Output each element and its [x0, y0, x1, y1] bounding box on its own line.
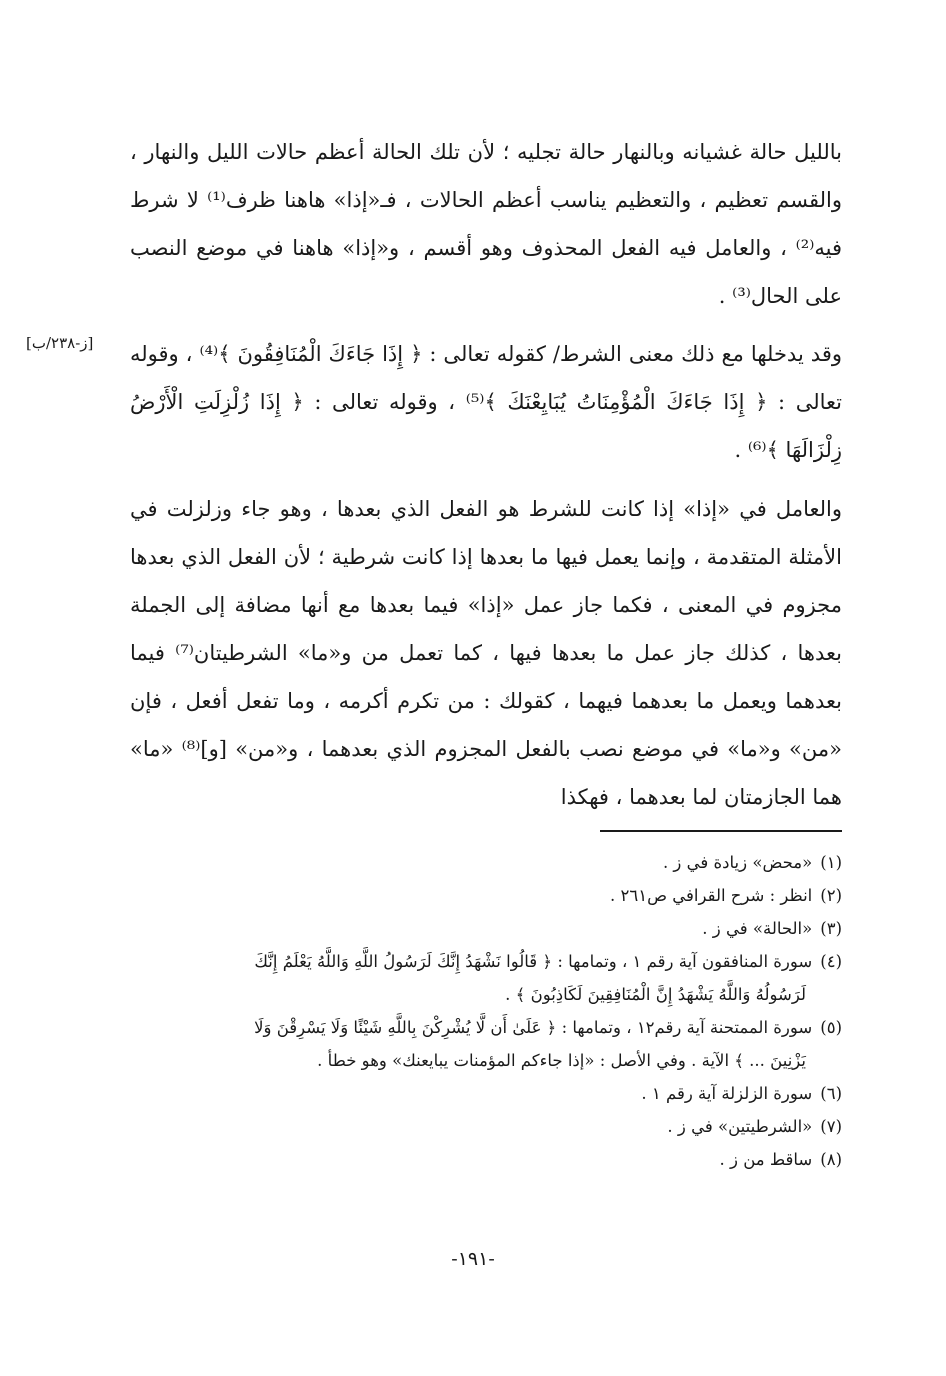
footnote-text: سورة الممتحنة آية رقم١٢ ، وتمامها : ﴿ عَلَىٰ أَن لَّا يُشْرِكْنَ بِاللَّهِ شَيْئًا وَلَا يَسْرِقْنَ وَلَا: [254, 1018, 813, 1037]
footnote-7: [130, 1110, 842, 1143]
footnote-text: سورة الزلزلة آية رقم ١ .: [641, 1084, 813, 1103]
footnotes: [130, 846, 842, 1176]
footnote-2: [130, 879, 842, 912]
footnote-text: «الشرطيتين» في ز .: [667, 1117, 813, 1136]
footnote-number: (٤): [820, 952, 842, 971]
footnote-text: ساقط من ز .: [719, 1150, 813, 1169]
footnote-number: (٣): [820, 919, 842, 938]
footnote-text: «محض» زيادة في ز .: [662, 853, 813, 872]
page-number: -١٩١-: [451, 1248, 495, 1270]
footnote-number: (١): [820, 853, 842, 872]
footnote-8: [130, 1143, 842, 1176]
footnote-continuation: يَزْنِينَ ... ﴾ الآية . وفي الأصل : «إذا جاءكم المؤمنات يبايعنك» وهو خطأ .: [317, 1051, 806, 1070]
footnote-number: (٥): [820, 1018, 842, 1037]
footnote-separator: [600, 830, 842, 832]
footnote-number: (٢): [820, 886, 842, 905]
footnote-number: (٦): [820, 1084, 842, 1103]
paragraph-3: والعامل في «إذا» إذا كانت للشرط هو الفعل الذي بعدها ، وهو جاء وزلزلت في الأمثلة المتقدمة ، وإنما يعمل فيها ما بعدها إذا كانت شرطية ؛ لأن الفعل الذي بعدها مجزوم في المعنى ، فكما جاز عمل «إذا» فيما بعدها مع أنها مضافة إلى الجملة بعدها ، كذلك جاز عمل ما بعدها فيها ، كما تعمل من و«ما» الشرطيتان⁽⁷⁾ فيما بعدهما ويعمل ما بعدهما فيهما ، كقولك : من تكرم أكرمه ، وما تفعل أفعل ، فإن «من» و«ما» في موضع نصب بالفعل المجزوم الذي بعدهما ، و«من» [و]⁽⁸⁾ «ما» هما الجازمتان لما بعدهما ، فهكذا: [130, 497, 842, 809]
footnote-6: [130, 1077, 842, 1110]
manuscript-folio-note: [ز-٢٣٨/ب]: [26, 334, 94, 352]
footnote-5: [130, 1011, 842, 1077]
footnote-text: سورة المنافقون آية رقم ١ ، وتمامها : ﴿ قَالُوا نَشْهَدُ إِنَّكَ لَرَسُولُ اللَّهِ وَاللَّهُ يَعْلَمُ إِنَّكَ: [254, 952, 813, 971]
footnote-text: انظر : شرح القرافي ص٢٦١ .: [609, 886, 813, 905]
footnote-3: [130, 912, 842, 945]
footnote-1: [130, 846, 842, 879]
footnote-continuation: لَرَسُولُهُ وَاللَّهُ يَشْهَدُ إِنَّ الْمُنَافِقِينَ لَكَاذِبُونَ ﴾ .: [505, 985, 806, 1004]
paragraph-1: بالليل حالة غشيانه وبالنهار حالة تجليه ؛ لأن تلك الحالة أعظم حالات الليل والنهار ، والقسم تعظيم ، والتعظيم يناسب أعظم الحالات ، فـ«إذا» هاهنا ظرف⁽¹⁾ لا شرط فيه⁽²⁾ ، والعامل فيه الفعل المحذوف وهو أقسم ، و«إذا» هاهنا في موضع النصب على الحال⁽³⁾ .: [130, 140, 842, 308]
footnote-text: «الحالة» في ز .: [702, 919, 813, 938]
footnote-number: (٨): [820, 1150, 842, 1169]
paragraph-2: وقد يدخلها مع ذلك معنى الشرط/ كقوله تعالى : ﴿ إِذَا جَاءَكَ الْمُنَافِقُونَ ﴾⁽⁴⁾ ، وقوله تعالى : ﴿ إِذَا جَاءَكَ الْمُؤْمِنَاتُ يُبَايِعْنَكَ ﴾⁽⁵⁾ ، وقوله تعالى : ﴿ إِذَا زُلْزِلَتِ الْأَرْضُ زِلْزَالَهَا ﴾⁽⁶⁾ .: [130, 342, 843, 462]
footnote-number: (٧): [820, 1117, 842, 1136]
footnote-4: [130, 945, 842, 1011]
